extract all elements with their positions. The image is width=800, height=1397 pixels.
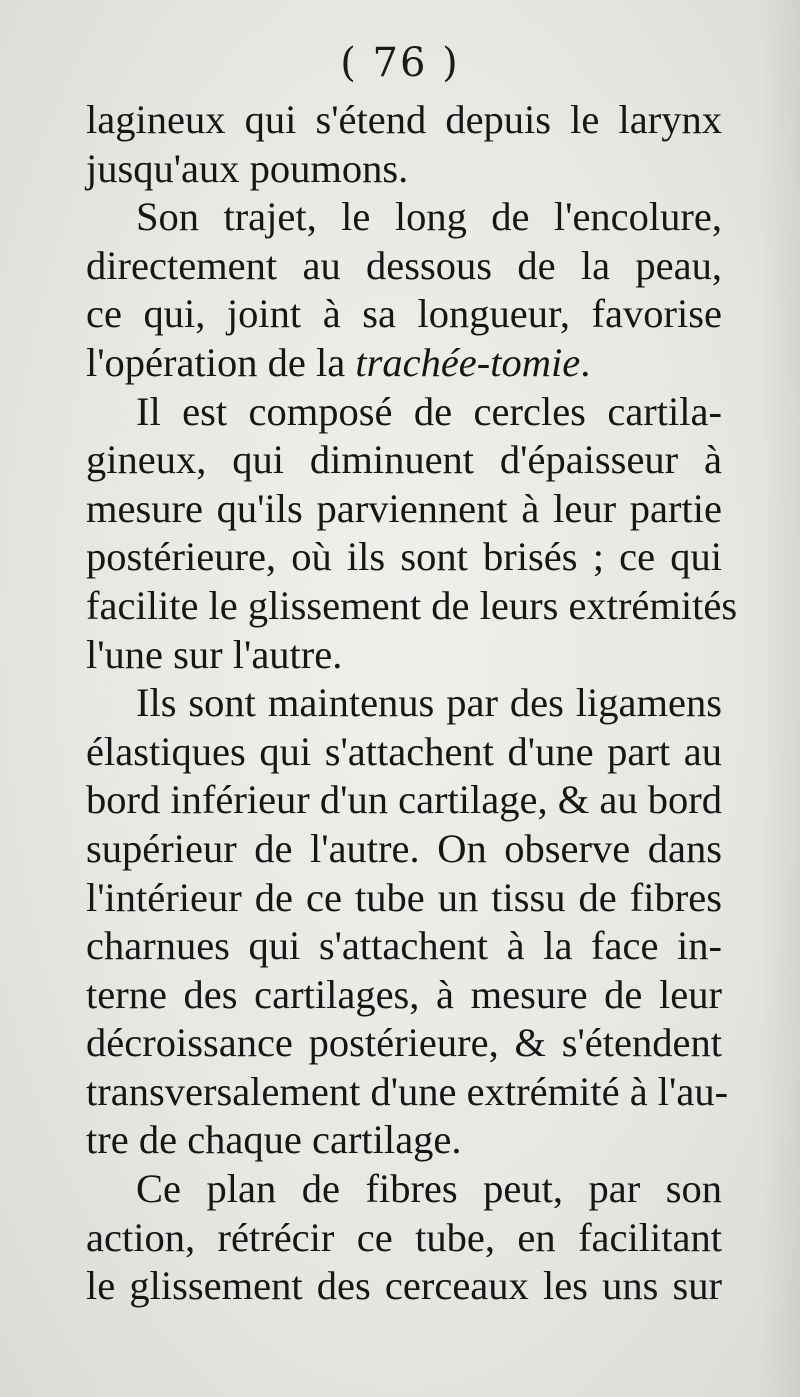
text-line: lagineux qui s'étend depuis le larynx bbox=[86, 97, 722, 142]
text-line: Son trajet, le long de l'encolure, bbox=[136, 194, 722, 240]
paragraph-5 bbox=[86, 1165, 722, 1311]
paragraph-4 bbox=[86, 679, 729, 1165]
text-line: postérieure, où ils sont brisés ; ce qui bbox=[86, 534, 722, 580]
text-line-with-italic bbox=[86, 339, 722, 388]
text-fragment: l'opération de la bbox=[86, 339, 356, 385]
text-line: charnues qui s'attachent à la face in- bbox=[86, 923, 722, 969]
text-line: transversalement d'une extrémité à l'au- bbox=[86, 1068, 729, 1114]
text-line: terne des cartilages, à mesure de leur bbox=[86, 971, 722, 1017]
italic-term: trachée-tomie bbox=[355, 339, 581, 385]
text-line: décroissance postérieure, & s'étendent bbox=[86, 1020, 722, 1066]
text-line: directement au dessous de la peau, bbox=[86, 242, 722, 288]
text-line: le glissement des cerceaux les uns sur bbox=[86, 1263, 722, 1309]
text-line: Ils sont maintenus par des ligamens bbox=[136, 680, 722, 726]
text-line: l'une sur l'autre. bbox=[86, 631, 343, 677]
page-number: ( 76 ) bbox=[340, 40, 460, 86]
text-fragment: . bbox=[580, 339, 591, 385]
text-line: facilite le glissement de leurs extrémités bbox=[86, 582, 738, 628]
text-line: bord inférieur d'un cartilage, & au bord bbox=[86, 777, 722, 823]
text-line: mesure qu'ils parviennent à leur partie bbox=[86, 485, 722, 531]
paragraph-1 bbox=[86, 96, 722, 193]
text-line: action, rétrécir ce tube, en facilitant bbox=[86, 1214, 722, 1260]
text-line: élastiques qui s'attachent d'une part au bbox=[86, 728, 722, 774]
paragraph-3 bbox=[86, 388, 738, 680]
text-line: ce qui, joint à sa longueur, favorise bbox=[86, 291, 722, 337]
text-line: gineux, qui diminuent d'épaisseur à bbox=[86, 437, 722, 483]
text-line: Ce plan de fibres peut, par son bbox=[136, 1166, 722, 1212]
text-line: supérieur de l'autre. On observe dans bbox=[86, 825, 722, 871]
text-line: tre de chaque cartilage. bbox=[86, 1117, 462, 1163]
text-line: Il est composé de cercles cartila- bbox=[136, 388, 722, 434]
page-body-text bbox=[86, 96, 738, 1311]
text-line: l'intérieur de ce tube un tissu de fibres bbox=[86, 874, 722, 920]
page-edge-shadow bbox=[760, 0, 800, 1397]
paragraph-2 bbox=[86, 193, 722, 387]
text-line: jusqu'aux poumons. bbox=[86, 145, 409, 191]
